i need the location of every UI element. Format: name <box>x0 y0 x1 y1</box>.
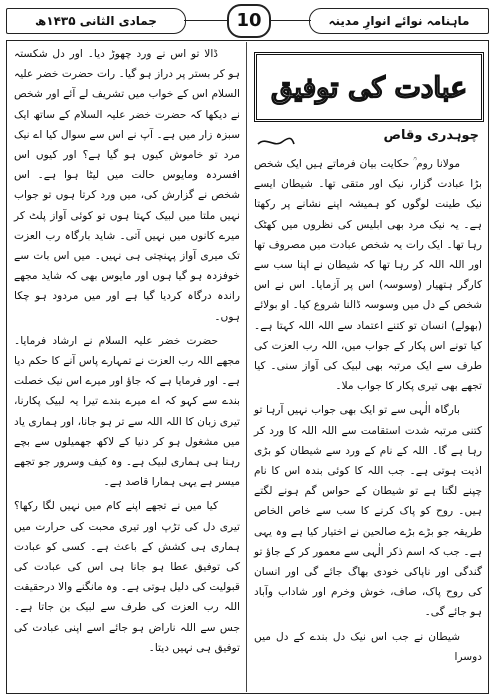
paragraph: کیا میں نے تجھے اپنے کام میں نہیں لگا رکھا؟ تیری دل کی تڑپ اور تیری محبت کی حرارت میں ہماری ہی کشش کے باعث ہے۔ کسی کو عبادت کی توفیق عطا ہو جانا ہی اس کی عبادت کی قبولیت کی دلیل ہوتی ہے۔ وہ مانگنے والا درحقیقت اللہ رب العزت کی طرف سے لبیک بن جاتا ہے۔ جس سے اللہ ناراض ہو جائے اسے اپنی عبادت کی توفیق ہی نہیں دیتا۔ <box>14 500 240 654</box>
author-ornament-icon <box>256 134 296 150</box>
paragraph: مولانا روم ؒ حکایت بیان فرماتے ہیں ایک شخص بڑا عبادت گزار، نیک اور متقی تھا۔ شیطان ایسے نیک طینت لوگوں کو ہمیشہ اپنے نشانے پر رکھتا ہے۔ یہ نیک مرد بھی ابلیس کی نظروں میں کھٹک رہا تھا۔ ایک رات یہ شخص عبادت میں مصروف تھا اور اللہ اللہ کر رہا تھا کہ شیطان نے اپنا سب سے کارگر ہتھیار (وسوسہ) اس پر آزمایا۔ اس نے اس شخص کے دل میں وسوسہ ڈالنا شروع کیا۔ او بولائے (بھولے) انسان تو کتنے اعتماد سے اللہ اللہ کہتا ہے۔ کیا تونے اس پکار کے جواب میں، اللہ رب العزت کی طرف سے ایک مرتبہ بھی لبیک کی آواز سنی۔ کیا تجھے بھی تیری پکار کا جواب ملا۔ <box>254 158 482 393</box>
article-title: عبادت کی توفیق <box>270 70 468 104</box>
left-column <box>14 44 240 662</box>
paragraph: شیطان نے جب اس نیک دل بندے کے دل میں دوسرا <box>254 630 482 663</box>
magazine-page <box>6 4 489 696</box>
paragraph: حضرت خضر علیہ السلام نے ارشاد فرمایا۔ مجھے اللہ رب العزت نے تمہارے پاس آنے کا حکم دیا ہے۔ اور فرمایا ہے کہ جاؤ اور میرے اس نیک خصلت بندے سے کہو کہ اے میرے بندے تیرا یہ لبیک پکارنا، تیری زبان کا اللہ اللہ سے تر ہو جانا، اور ہماری یاد میں مشغول ہو کر دنیا کے لاکھ جھمیلوں سے بچے رہنا ہی ہماری لبیک ہے۔ وہ کیف وسرور جو تجھے میسر ہے یہی ہمارا قاصد ہے۔ <box>14 334 240 489</box>
article-title-box <box>254 52 484 122</box>
article-author: چوہدری وقاص <box>383 128 479 143</box>
paragraph: بارگاہ الٰہی سے تو ایک بھی جواب نہیں آرہا تو کتنی مرتبہ شدت استقامت سے اللہ اللہ کا ورد کر رہا ہے گا۔ اللہ کے نام کے ورد سے شیطان کو بڑی اذیت ہوتی ہے۔ جب اللہ کا کوئی بندہ اس کا نام چپنے لگتا ہے تو شیطان کے حواس گم ہونے لگتے ہیں۔ روح کو پاک کرنے کا سب سے خاص الخاص طریقہ جو بڑے بڑے صالحین نے اختیار کیا ہے وہ یہی ہے۔ جب کہ اسم ذکر الٰہی سے معمور کر کے جاؤ تو گندگی اور ناپاکی خودی بھاگ جائے گی اور انسان کی روح پاک، صاف، خوش وخرم اور شاداب وآباد ہو جائے گی۔ <box>254 404 482 619</box>
magazine-name: ماہنامہ نوائے انوارِ مدینہ <box>309 8 489 34</box>
page-header <box>6 4 489 38</box>
right-column <box>254 154 482 671</box>
page-number: 10 <box>227 4 271 38</box>
column-divider <box>246 42 247 692</box>
issue-date: جمادی الثانی ۱۴۳۵ھ <box>6 8 186 34</box>
paragraph: ڈالا تو اس نے ورد چھوڑ دیا۔ اور دل شکستہ ہو کر بستر پر دراز ہو گیا۔ رات حضرت خضر علیہ السلام اس کے خواب میں تشریف لے آئے اور شخص نے دیکھا کہ حضرت خضر علیہ السلام کے ساتھ ایک سبزہ زار میں ہے۔ آپ نے اس سے سوال کیا اے نیک مرد تو خاموش کیوں ہو گیا ہے؟ اور کیوں اس افسردہ ومایوس حالت میں لیٹا ہوا ہے۔ اس شخص نے گزارش کی، میں ورد کرتا ہوں تو جواب نہیں ملتا میں لبیک کہتا ہوں تو کوئی آواز پلٹ کر میرے کانوں میں نہیں آتی۔ شاید بارگاہ رب العزت تک میری آواز پہنچتی ہی نہیں۔ میں اس بات سے خوفزدہ ہو گیا ہوں اور مایوس بھی کہ شاید مجھے راندہ درگاہ کردیا گیا ہے اور میں مردود ہو چکا ہوں۔ <box>14 48 240 323</box>
